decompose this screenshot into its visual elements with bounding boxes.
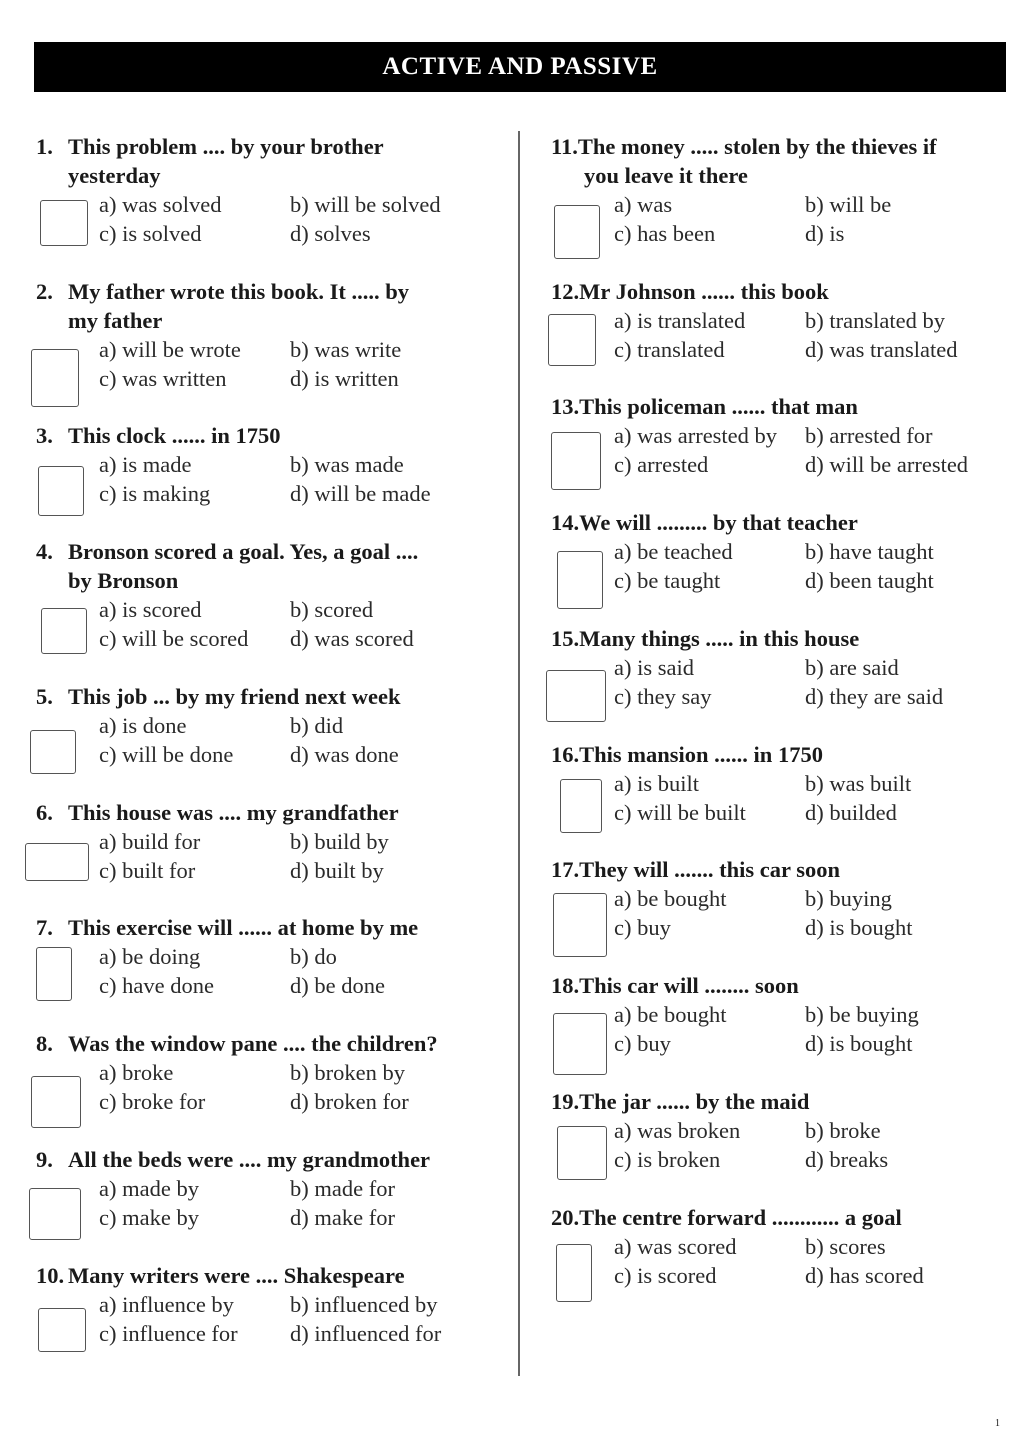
option-d: d) breaks [805, 1147, 889, 1172]
question-3 [36, 421, 281, 450]
question-17 [551, 855, 840, 884]
question-6 [36, 798, 399, 827]
question-text [36, 421, 281, 450]
option-a: a) be bought [614, 1002, 727, 1027]
question-number: 9. [36, 1147, 53, 1172]
answer-box[interactable] [557, 551, 603, 609]
question-number: 5. [36, 684, 53, 709]
option-a: a) was [614, 192, 673, 217]
option-c: c) make by [99, 1205, 199, 1230]
answer-box[interactable] [551, 432, 601, 490]
option-c: c) buy [614, 915, 671, 940]
option-b: b) are said [805, 655, 899, 680]
option-b: b) be buying [805, 1002, 919, 1027]
option-d: d) is [805, 221, 845, 246]
answer-box[interactable] [31, 349, 79, 407]
option-d: d) will be made [290, 481, 431, 506]
option-c: c) be taught [614, 568, 721, 593]
answer-box[interactable] [29, 1188, 81, 1240]
answer-box[interactable] [41, 608, 87, 654]
answer-box[interactable] [548, 314, 596, 366]
question-number: 20. [551, 1205, 580, 1230]
option-d: d) be done [290, 973, 385, 998]
question-16 [551, 740, 823, 769]
question-text [551, 1087, 809, 1116]
answer-box[interactable] [30, 730, 76, 774]
answer-box[interactable] [25, 843, 89, 881]
question-line-2: my father [68, 308, 163, 333]
question-line-2: by Bronson [68, 568, 179, 593]
option-a: a) will be wrote [99, 337, 241, 362]
question-text [551, 508, 858, 537]
page-number: 1 [995, 1418, 1000, 1429]
question-15 [551, 624, 859, 653]
question-number: 8. [36, 1031, 53, 1056]
answer-box[interactable] [560, 779, 602, 833]
question-number: 6. [36, 800, 53, 825]
option-a: a) is done [99, 713, 187, 738]
option-d: d) solves [290, 221, 371, 246]
option-c: c) is making [99, 481, 211, 506]
answer-box[interactable] [38, 1308, 86, 1352]
question-number: 14. [551, 510, 580, 535]
option-a: a) made by [99, 1176, 199, 1201]
question-2 [36, 277, 409, 335]
question-number: 3. [36, 423, 53, 448]
question-line-1: This policeman ...... that man [579, 394, 858, 419]
question-13 [551, 392, 858, 421]
question-5 [36, 682, 401, 711]
option-a: a) broke [99, 1060, 174, 1085]
question-line-1: My father wrote this book. It ..... by [68, 279, 410, 304]
question-line-1: The jar ...... by the maid [579, 1089, 810, 1114]
answer-box[interactable] [38, 466, 84, 516]
option-c: c) built for [99, 858, 196, 883]
option-b: b) was made [290, 452, 404, 477]
option-c: c) arrested [614, 452, 709, 477]
question-number: 12. [551, 279, 580, 304]
question-line-1: Was the window pane .... the children? [68, 1031, 438, 1056]
column-divider [518, 131, 520, 1376]
option-d: d) builded [805, 800, 897, 825]
option-d: d) broken for [290, 1089, 409, 1114]
option-d: d) built by [290, 858, 384, 883]
question-1 [36, 132, 384, 190]
question-line-1: This job ... by my friend next week [68, 684, 401, 709]
question-number: 7. [36, 915, 53, 940]
question-text [36, 132, 384, 161]
question-text [551, 132, 937, 161]
option-b: b) translated by [805, 308, 945, 333]
question-line-1: We will ......... by that teacher [579, 510, 858, 535]
question-number: 10. [36, 1263, 65, 1288]
question-number: 1. [36, 134, 53, 159]
option-a: a) is built [614, 771, 699, 796]
question-number: 11. [551, 134, 578, 159]
question-text [551, 392, 858, 421]
option-c: c) is broken [614, 1147, 721, 1172]
answer-box[interactable] [553, 893, 607, 957]
answer-box[interactable] [553, 1013, 607, 1075]
option-c: c) buy [614, 1031, 671, 1056]
question-line-1: They will ....... this car soon [579, 857, 840, 882]
question-line-2: you leave it there [584, 163, 748, 188]
question-line-1: This car will ........ soon [579, 973, 799, 998]
question-number: 19. [551, 1089, 580, 1114]
option-d: d) has scored [805, 1263, 924, 1288]
option-d: d) been taught [805, 568, 934, 593]
question-line-1: The centre forward ............ a goal [579, 1205, 902, 1230]
question-line-1: Many writers were .... Shakespeare [68, 1263, 405, 1288]
question-text [551, 855, 840, 884]
question-line-1: Bronson scored a goal. Yes, a goal .... [68, 539, 419, 564]
option-d: d) was translated [805, 337, 958, 362]
question-line-1: Mr Johnson ...... this book [579, 279, 829, 304]
option-b: b) do [290, 944, 337, 969]
option-c: c) will be built [614, 800, 746, 825]
option-c: c) influence for [99, 1321, 238, 1346]
option-c: c) was written [99, 366, 227, 391]
question-line-1: The money ..... stolen by the thieves if [577, 134, 937, 159]
option-a: a) was scored [614, 1234, 737, 1259]
option-b: b) will be [805, 192, 892, 217]
option-d: d) is bought [805, 1031, 913, 1056]
option-b: b) was built [805, 771, 912, 796]
option-c: c) broke for [99, 1089, 206, 1114]
question-11 [551, 132, 937, 190]
option-d: d) is bought [805, 915, 913, 940]
option-b: b) did [290, 713, 344, 738]
worksheet-title [34, 42, 1006, 92]
question-line-1: This exercise will ...... at home by me [68, 915, 419, 940]
option-d: d) will be arrested [805, 452, 969, 477]
question-line-1: This mansion ...... in 1750 [579, 742, 823, 767]
option-a: a) is said [614, 655, 694, 680]
question-number: 4. [36, 539, 53, 564]
option-a: a) be bought [614, 886, 727, 911]
option-a: a) was broken [614, 1118, 741, 1143]
question-number: 15. [551, 626, 580, 651]
question-line-1: Many things ..... in this house [579, 626, 860, 651]
answer-box[interactable] [40, 200, 88, 246]
option-d: d) they are said [805, 684, 944, 709]
worksheet-title-text: ACTIVE AND PASSIVE [382, 53, 658, 80]
option-d: d) influenced for [290, 1321, 442, 1346]
answer-box[interactable] [556, 1244, 592, 1302]
option-b: b) broke [805, 1118, 881, 1143]
question-line-1: This house was .... my grandfather [68, 800, 399, 825]
option-a: a) influence by [99, 1292, 234, 1317]
option-c: c) has been [614, 221, 716, 246]
option-c: c) will be scored [99, 626, 249, 651]
question-text [36, 1029, 438, 1058]
question-text [36, 913, 418, 942]
option-a: a) is translated [614, 308, 746, 333]
option-b: b) scored [290, 597, 374, 622]
option-d: d) is written [290, 366, 399, 391]
option-b: b) broken by [290, 1060, 405, 1085]
question-20 [551, 1203, 902, 1232]
option-d: d) was scored [290, 626, 414, 651]
option-c: c) is solved [99, 221, 202, 246]
question-8 [36, 1029, 438, 1058]
option-b: b) was write [290, 337, 402, 362]
option-c: c) will be done [99, 742, 234, 767]
question-14 [551, 508, 858, 537]
question-19 [551, 1087, 809, 1116]
question-text [551, 971, 799, 1000]
option-b: b) build by [290, 829, 389, 854]
answer-box[interactable] [554, 205, 600, 259]
option-b: b) made for [290, 1176, 395, 1201]
option-c: c) they say [614, 684, 712, 709]
option-c: c) is scored [614, 1263, 717, 1288]
option-a: a) build for [99, 829, 201, 854]
question-text [551, 740, 823, 769]
question-line-2: yesterday [68, 163, 161, 188]
option-b: b) influenced by [290, 1292, 438, 1317]
option-a: a) is made [99, 452, 192, 477]
question-text [551, 1203, 902, 1232]
question-number: 18. [551, 973, 580, 998]
question-text [551, 277, 829, 306]
option-c: c) have done [99, 973, 214, 998]
question-9 [36, 1145, 430, 1174]
answer-box[interactable] [36, 947, 72, 1001]
question-number: 2. [36, 279, 53, 304]
question-number: 13. [551, 394, 580, 419]
answer-box[interactable] [31, 1076, 81, 1128]
option-a: a) was solved [99, 192, 222, 217]
option-a: a) is scored [99, 597, 202, 622]
answer-box[interactable] [557, 1126, 607, 1180]
question-text [36, 537, 418, 566]
question-text [36, 1145, 430, 1174]
question-text [36, 277, 409, 306]
option-d: d) was done [290, 742, 399, 767]
option-b: b) have taught [805, 539, 934, 564]
option-b: b) scores [805, 1234, 886, 1259]
question-number: 17. [551, 857, 580, 882]
option-a: a) was arrested by [614, 423, 778, 448]
question-line-1: This clock ...... in 1750 [68, 423, 281, 448]
question-12 [551, 277, 829, 306]
question-4 [36, 537, 418, 595]
question-text [36, 798, 399, 827]
option-b: b) will be solved [290, 192, 441, 217]
option-c: c) translated [614, 337, 725, 362]
option-b: b) arrested for [805, 423, 933, 448]
option-d: d) make for [290, 1205, 395, 1230]
question-line-1: All the beds were .... my grandmother [68, 1147, 431, 1172]
question-text [36, 682, 401, 711]
question-line-1: This problem .... by your brother [68, 134, 384, 159]
option-a: a) be teached [614, 539, 733, 564]
option-b: b) buying [805, 886, 892, 911]
question-number: 16. [551, 742, 580, 767]
question-7 [36, 913, 418, 942]
option-a: a) be doing [99, 944, 201, 969]
question-text [36, 1261, 405, 1290]
answer-box[interactable] [546, 670, 606, 722]
question-18 [551, 971, 799, 1000]
question-text [551, 624, 859, 653]
question-10 [36, 1261, 405, 1290]
